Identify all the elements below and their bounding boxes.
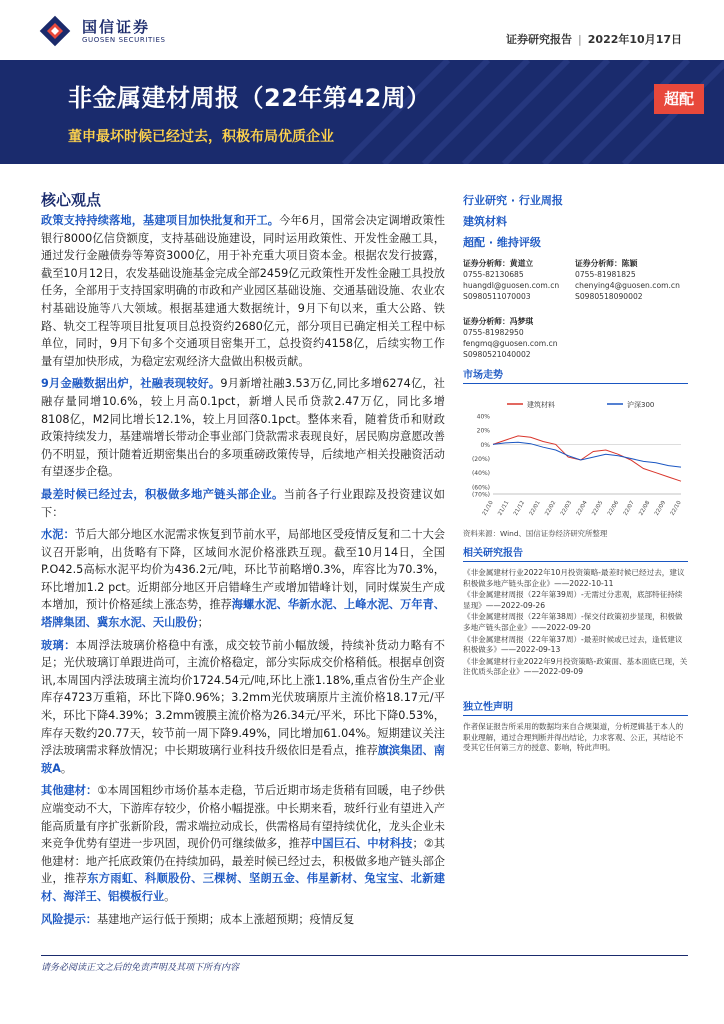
x-tick-label: 21/12 [512, 500, 527, 517]
x-tick-label: 22/05 [591, 500, 605, 517]
analyst-email[interactable]: chenying4@guosen.com.cn [575, 281, 680, 290]
y-tick-label: (40%) [471, 470, 490, 478]
other-end: 。 [164, 889, 176, 903]
y-tick-label: (70%) [471, 491, 490, 499]
independence-text: 作者保证报告所采用的数据均来自合规渠道，分析逻辑基于本人的职业理解，通过合理判断并得出结论，力求客观、公正，其结论不受其它任何第三方的授意、影响，特此声明。 [463, 722, 684, 753]
x-tick-label: 22/03 [559, 500, 574, 517]
legend-label: 沪深300 [627, 401, 655, 409]
market-section [463, 366, 688, 390]
analyst-cert: S0980521040002 [463, 350, 531, 359]
paragraph-other [41, 782, 445, 905]
chart-source: 资料来源：Wind、国信证券经济研究所整理 [463, 529, 608, 538]
report-type: 证券研究报告 [506, 33, 573, 46]
logo-english-text: GUOSEN SECURITIES [82, 36, 166, 44]
cement-text: 节后大部分地区水泥需求恢复到节前水平，局部地区受疫情反复和二十大会议召开影响，出货略有下降，区域间水泥价格涨跌互现。截至10月14日，全国P.O42.5高标水泥平均价为436.2元/吨，环比节前略增0.3%，库容比为70.3%，环比增加1.2 pct。近期部分地区开启错峰生产或增加错峰计划，同时煤炭生产成本增加，预计价格延续上涨态势，推荐 [41, 528, 445, 612]
related-report-item[interactable]: 《非金属建材行业2022年9月投资策略-政策面、基本面底已现，关注优质头部企业》——2022-09-09 [463, 656, 688, 677]
related-report-item[interactable]: 《非金属建材周报（22年第38周）-保交付政策初步显现，积极做多地产链头部企业》——2022-09-20 [463, 612, 683, 632]
glass-label: 玻璃： [41, 638, 76, 652]
report-title: 非金属建材周报（22年第42周） [68, 84, 431, 112]
header-meta: 证券研究报告 | 2022年10月17日 [506, 33, 682, 46]
rating-text: 超配 · 维持评级 [463, 236, 541, 249]
independence-statement [463, 698, 688, 754]
analyst-cert: S0980518090002 [575, 292, 643, 301]
analyst-name: 证券分析师：黄道立 [463, 259, 534, 268]
paragraph-glass [41, 637, 445, 778]
x-tick-label: 22/02 [544, 500, 558, 517]
paragraph-policy-text: 今年6月，国常会决定调增政策性银行8000亿信贷额度，支持基础设施建设，同时运用政策性、开发性金融工具，通过发行金融债券等筹资3000亿，用于补充重大项目资本金。根据农发行披露，截至10月12日，农发基础设施基金完成全部2459亿元政策性开发性金融工具投放任务，全部用于支持国家明确的市政和产业园区基础设施、交通基础设施、农业农村基础设施等八大领域。根据基建通大数据统计，9月下旬以来，重大公路、铁路、轨交工程等项目批复项目总投资约2680亿元，部分项目已确定相关工程中标单位，同时，9月下旬多个交通项目密集开工，总投资约4158亿，后续实物工作量有望加快形成，为稳定宏观经济大盘做出积极贡献。 [41, 214, 445, 368]
cement-label: 水泥： [41, 528, 75, 542]
y-tick-label: 40% [476, 413, 490, 421]
report-category: 行业研究 · 行业周报 [463, 194, 563, 207]
x-tick-label: 22/09 [653, 500, 668, 517]
independence-heading: 独立性声明 [463, 698, 688, 716]
cement-recommend: 海螺水泥、华新水泥、上峰水泥、万年青、塔牌集团、冀东水泥、天山股份 [41, 598, 445, 630]
paragraph-outlook [41, 486, 445, 521]
paragraph-outlook-head: 最差时候已经过去，积极做多地产链头部企业。 [41, 487, 284, 501]
glass-end: 。 [60, 761, 73, 775]
paragraph-policy-head: 政策支持持续落地，基建项目加快批复和开工。 [41, 214, 280, 227]
other-recommend-1: 中国巨石、中材科技 [311, 837, 413, 851]
x-tick-label: 22/04 [575, 500, 589, 517]
analyst-phone: 0755-81981825 [575, 270, 636, 279]
related-reports [463, 544, 688, 679]
logo-chinese-text: 国信证券 [82, 18, 151, 36]
analyst-card [463, 316, 575, 360]
legend-label: 建筑材料 [527, 401, 555, 409]
y-tick-label: 0% [480, 441, 490, 449]
analyst-list [463, 258, 688, 380]
analyst-phone: 0755-82130685 [463, 270, 524, 279]
core-view-heading: 核心观点 [41, 191, 102, 209]
x-tick-label: 22/01 [528, 500, 542, 517]
analyst-email[interactable]: fengmq@guosen.com.cn [463, 339, 558, 348]
x-tick-label: 21/11 [497, 500, 511, 517]
analyst-name: 证券分析师：陈颖 [575, 259, 638, 268]
sidebar [463, 192, 688, 380]
related-report-item[interactable]: 《非金属建材周报（22年第39周）-无需过分悲观，底部特征持续显现》——2022-09-26 [463, 590, 683, 610]
title-banner [0, 60, 724, 164]
series-line [493, 442, 681, 467]
rating-badge: 超配 [654, 84, 704, 114]
core-view-body [41, 212, 445, 933]
market-heading: 市场走势 [463, 366, 688, 384]
y-tick-label: (20%) [471, 456, 490, 464]
analyst-cert: S0980511070003 [463, 292, 531, 301]
paragraph-finance-text: 9月新增社融3.53万亿,同比多增6274亿，社融存量同增10.6%，较上月高0.1pct，新增人民币贷款2.47万亿，同比多增8108亿，M2同比增长12.1%，较上月回落0.1pct。整体来看，随着货币和财政政策持续发力，基建端增长带动企事业部门贷款需求表现良好，居民购房意愿改善仍不明显，预计随着近期密集出台的多项重磅政策传导，后续地产相关投融资活动有望逐步企稳。 [41, 377, 445, 479]
report-date: 2022年10月17日 [587, 33, 682, 46]
guosen-logo-icon [38, 14, 72, 48]
x-tick-label: 22/06 [606, 500, 621, 517]
paragraph-policy [41, 212, 445, 370]
glass-text: 本周浮法玻璃价格稳中有涨，成交较节前小幅放缓，持续补货动力略有不足；光伏玻璃订单跟进尚可，主流价格稳定，部分实际成交价格稍低。根据卓创资讯,本周国内浮法玻璃主流均价1724.54元/吨,环比上涨1.18%,重点省份生产企业库存4723万重箱，环比下降0.96%；3.2mm光伏玻璃原片主流价格18.17元/平米，环比下降4.39%；3.2mm镀膜主流价格为26.34元/平米，环比下降0.53%，库存天数约20.77天，较节前一周下降9.49%，同比增加61.04%。短期建议关注浮法玻璃需求释放情况；中长期玻璃行业科技升级依旧是看点，推荐 [41, 638, 445, 758]
analyst-email[interactable]: huangdl@guosen.com.cn [463, 281, 560, 290]
x-tick-label: 22/07 [622, 500, 636, 517]
x-tick-label: 22/08 [638, 500, 652, 517]
company-logo [38, 14, 198, 48]
risk-text: 基建地产运行低于预期；成本上涨超预期；疫情反复 [96, 912, 355, 926]
analyst-phone: 0755-81982950 [463, 328, 524, 337]
other-recommend-2: 东方雨虹、科顺股份、三棵树、坚朗五金、伟星新材、兔宝宝、北新建材、海洋王、铝模板行业 [41, 872, 445, 903]
x-tick-label: 22/10 [669, 500, 683, 517]
analyst-card [463, 258, 575, 302]
y-tick-label: (60%) [471, 484, 490, 492]
paragraph-cement [41, 526, 445, 632]
other-mid: ；②其他建材：地产托底政策仍在持续加码，最差时候已经过去，积极做多地产链头部企业，推荐 [41, 837, 445, 886]
footer-disclaimer: 请务必阅读正文之后的免责声明及其项下所有内容 [41, 963, 240, 973]
related-report-item[interactable]: 《非金属建材周报（22年第37周）-最差时候或已过去，逢低建议积极做多》——2022-09-13 [463, 634, 683, 655]
paragraph-finance [41, 375, 445, 481]
paragraph-finance-head: 9月金融数据出炉，社融表现较好。 [41, 377, 221, 391]
paragraph-outlook-text: 当前各子行业跟踪及投资建议如下： [41, 487, 445, 519]
other-text: ①本周国粗纱市场价基本走稳，节后近期市场走货稍有回暖，电子纱供应端变动不大，下游库存较少，价格小幅提涨。中长期来看，玻纤行业有望进入产能高质量有序扩张新阶段，需求端拉动成长，供需格局有望持续优化，龙头企业未来竞争优势有望进一步巩固，现价仍可继续做多，推荐 [41, 784, 445, 851]
footer-divider [41, 955, 688, 956]
report-subtitle: 董申最坏时候已经过去，积极布局优质企业 [68, 129, 334, 145]
analyst-name: 证券分析师：冯梦琪 [463, 317, 534, 326]
market-trend-chart [463, 394, 688, 524]
related-heading: 相关研究报告 [463, 544, 688, 562]
risk-label: 风险提示： [41, 912, 97, 926]
cement-end: ； [197, 616, 209, 630]
related-report-item[interactable]: 《非金属建材行业2022年10月投资策略-最差时候已经过去，建议积极做多地产链头部企业》——2022-10-11 [463, 568, 685, 588]
paragraph-risk [41, 911, 445, 929]
glass-recommend: 旗滨集团、南玻A [41, 744, 445, 775]
industry-name: 建筑材料 [463, 215, 507, 228]
top-bar [0, 0, 724, 60]
x-tick-label: 21/10 [481, 500, 495, 517]
y-tick-label: 20% [476, 427, 490, 435]
other-label: 其他建材： [41, 784, 98, 798]
analyst-card [575, 258, 687, 302]
